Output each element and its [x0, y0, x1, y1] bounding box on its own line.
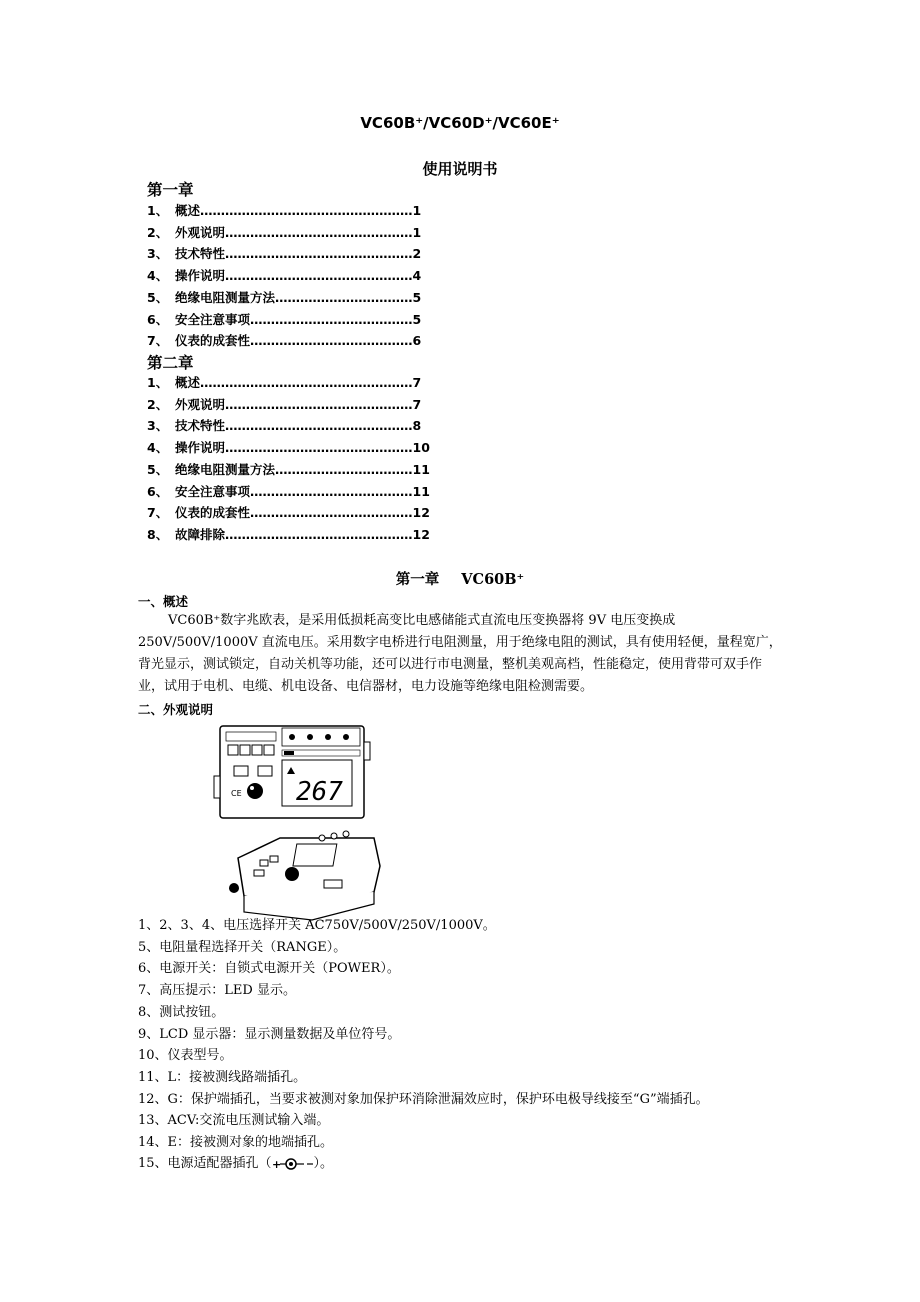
part-item: 5、电阻量程选择开关（RANGE）。 [138, 939, 347, 955]
device-front-panel-illustration [212, 722, 372, 822]
toc-entry-page: 12 [412, 526, 430, 542]
toc-entry-number: 3、 [147, 418, 169, 434]
toc-entry-number: 3、 [147, 246, 169, 262]
toc-entry-leader: ………………………………… [250, 333, 413, 349]
toc-entry-text: 操作说明 [175, 440, 226, 456]
section2-heading: 二、外观说明 [138, 702, 214, 717]
toc-entry-text: 操作说明 [175, 268, 226, 284]
toc-entry-text: 绝缘电阻测量方法 [175, 461, 276, 477]
part-item: 1、2、3、4、电压选择开关 AC750V/500V/250V/1000V。 [138, 918, 496, 933]
voltage-button-4 [264, 745, 274, 755]
side-clip-right [364, 742, 370, 760]
toc-entry [147, 288, 421, 308]
toc-entry-leader: ………………………………… [250, 505, 413, 521]
device-3d-side-knob [229, 883, 239, 893]
voltage-label-strip [226, 732, 276, 741]
toc-entry-leader: ……………………………………… [225, 396, 413, 412]
part-item: 12、G：保护端插孔，当要求被测对象加保护环消除泄漏效应时，保护环电极导线接至“G”端插孔。 [138, 1091, 709, 1107]
toc-entry-page: 7 [412, 375, 422, 390]
toc-entry-page: 8 [412, 418, 422, 434]
model-strip-mark [284, 751, 294, 755]
part-item: 6、电源开关：自锁式电源开关（POWER）。 [138, 961, 400, 977]
toc-entry-page: 5 [412, 289, 422, 305]
toc-entry-text: 技术特性 [175, 246, 226, 262]
part-item: 10、仪表型号。 [138, 1048, 233, 1064]
toc-entry-text: 外观说明 [175, 224, 226, 240]
toc-entry-page: 12 [412, 505, 430, 521]
part-15 [138, 1152, 333, 1171]
toc-entry [147, 373, 421, 393]
document-subtitle: 使用说明书 [422, 160, 498, 178]
toc-entry-leader: ………………………………… [250, 311, 413, 327]
test-button-highlight [250, 786, 254, 790]
toc-entry-number: 7、 [147, 505, 169, 521]
toc-entry-text: 绝缘电阻测量方法 [175, 289, 276, 305]
toc-entry [147, 201, 421, 221]
toc-entry [147, 416, 421, 436]
toc-entry-leader: ………………………………… [250, 483, 413, 499]
ce-mark: CE [231, 789, 242, 798]
toc-entry-number: 1、 [147, 203, 169, 218]
toc-entry-leader: ……………………………………… [225, 418, 413, 434]
toc-entry-leader: ……………………………………… [225, 246, 413, 262]
toc-entry-number: 4、 [147, 440, 169, 456]
toc-entry [147, 310, 421, 330]
terminal-acv [325, 734, 331, 740]
toc-entry-text: 概述 [175, 203, 201, 218]
toc-entry-leader: …………………………………………… [200, 375, 413, 390]
toc-entry [147, 223, 421, 243]
device-perspective-illustration [224, 826, 384, 922]
device-3d-button-3 [254, 870, 264, 876]
toc-entry-text: 仪表的成套性 [175, 333, 251, 349]
toc-entry-page: 5 [412, 311, 422, 327]
toc-entry-text: 故障排除 [175, 526, 226, 542]
part-item: 11、L：接被测线路端插孔。 [138, 1069, 307, 1085]
toc-chapter1-heading: 第一章 [147, 181, 194, 199]
device-3d-label-plate [324, 880, 342, 888]
part-item: 14、E：接被测对象的地端插孔。 [138, 1135, 334, 1150]
svg-text:+: + [271, 1157, 281, 1171]
toc-entry-text: 仪表的成套性 [175, 505, 251, 521]
toc-entry-page: 4 [412, 268, 422, 284]
section1-body: VC60B⁺数字兆欧表，是采用低损耗高变比电感储能式直流电压变换器将 9V 电压变换成 250V/500V/1000V 直流电压。采用数字电桥进行电阻测量，用于绝缘电阻的测试，具有使用轻便，量程宽广，背光显示，测试锁定，自动关机等功能，还可以进行市电测量，整机美观高档，性能稳定，使用背带可双手作业，试用于电机、电缆、机电设备、电信器材，电力设施等绝缘电阻检测需要。 [138, 613, 782, 694]
test-button [247, 783, 263, 799]
toc-entry-leader: ……………………………………… [225, 268, 413, 284]
toc-entry [147, 395, 421, 415]
toc-entry-number: 7、 [147, 333, 169, 349]
toc-entry [147, 331, 421, 351]
toc-entry [147, 460, 430, 480]
device-3d-button-2 [270, 856, 278, 862]
toc-entry-number: 4、 [147, 268, 169, 284]
device-3d-terminal-3 [343, 831, 349, 837]
device-3d-terminal-1 [319, 835, 325, 841]
section1-paragraph [138, 610, 784, 698]
toc-entry-page: 6 [412, 333, 422, 349]
toc-entry [147, 525, 430, 545]
chapter1-title [0, 568, 920, 589]
toc-entry-page: 11 [412, 483, 430, 499]
terminal-g [307, 734, 313, 740]
toc-entry [147, 244, 421, 264]
toc-entry-number: 6、 [147, 311, 169, 327]
part-15-prefix: 15、电源适配器插孔（ [138, 1156, 272, 1171]
toc-entry-text: 安全注意事项 [175, 311, 251, 327]
toc-entry-text: 概述 [175, 375, 201, 390]
toc-entry [147, 482, 430, 502]
part-item: 8、测试按钮。 [138, 1004, 225, 1020]
part-item: 7、高压提示：LED 显示。 [138, 983, 296, 999]
toc-entry-page: 7 [412, 396, 422, 412]
toc-entry-leader: …………………………………………… [200, 203, 413, 218]
toc-entry-page: 2 [412, 246, 422, 262]
toc-entry [147, 266, 421, 286]
terminal-e [343, 734, 349, 740]
toc-chapter2-heading: 第二章 [147, 354, 194, 372]
toc-entry-number: 2、 [147, 396, 169, 412]
toc-entry-number: 2、 [147, 224, 169, 240]
toc-entry [147, 438, 430, 458]
toc-entry-text: 外观说明 [175, 396, 226, 412]
range-button [234, 766, 248, 776]
voltage-button-3 [252, 745, 262, 755]
toc-entry-page: 1 [412, 203, 422, 218]
part-item: 9、LCD 显示器：显示测量数据及单位符号。 [138, 1026, 401, 1042]
toc-entry-page: 1 [412, 224, 422, 240]
toc-entry-text: 技术特性 [175, 418, 226, 434]
toc-entry-page: 11 [412, 461, 430, 477]
voltage-button-2 [240, 745, 250, 755]
document-title: VC60B⁺/VC60D⁺/VC60E⁺ [360, 114, 560, 132]
terminal-l [289, 734, 295, 740]
toc-entry-leader: …………………………… [275, 289, 413, 305]
side-clip-left [214, 776, 220, 798]
toc-entry-number: 6、 [147, 483, 169, 499]
power-button [258, 766, 272, 776]
toc-entry-text: 安全注意事项 [175, 483, 251, 499]
device-3d-terminal-2 [331, 833, 337, 839]
chapter1-title-cn: 第一章 [395, 571, 440, 588]
toc-entry-leader: …………………………… [275, 461, 413, 477]
section1-heading: 一、概述 [138, 594, 189, 609]
part-15-suffix: ）。 [313, 1156, 334, 1171]
device-3d-lcd [293, 844, 337, 866]
toc-entry-leader: ……………………………………… [225, 224, 413, 240]
toc-entry-number: 8、 [147, 526, 169, 542]
part-item: 13、ACV:交流电压测试输入端。 [138, 1113, 330, 1129]
device-3d-button-1 [260, 860, 268, 866]
chapter1-title-en: VC60B⁺ [461, 571, 525, 588]
toc-entry-page: 10 [412, 440, 430, 456]
toc-entry-number: 1、 [147, 375, 169, 390]
toc-entry-leader: ……………………………………… [225, 526, 413, 542]
device-3d-test-button [285, 867, 299, 881]
power-adapter-polarity-icon [272, 1157, 314, 1171]
toc-entry-leader: ……………………………………… [225, 440, 413, 456]
toc-entry [147, 503, 430, 523]
toc-entry-number: 5、 [147, 289, 169, 305]
voltage-button-1 [228, 745, 238, 755]
lcd-reading: 267 [296, 777, 343, 807]
toc-entry-number: 5、 [147, 461, 169, 477]
